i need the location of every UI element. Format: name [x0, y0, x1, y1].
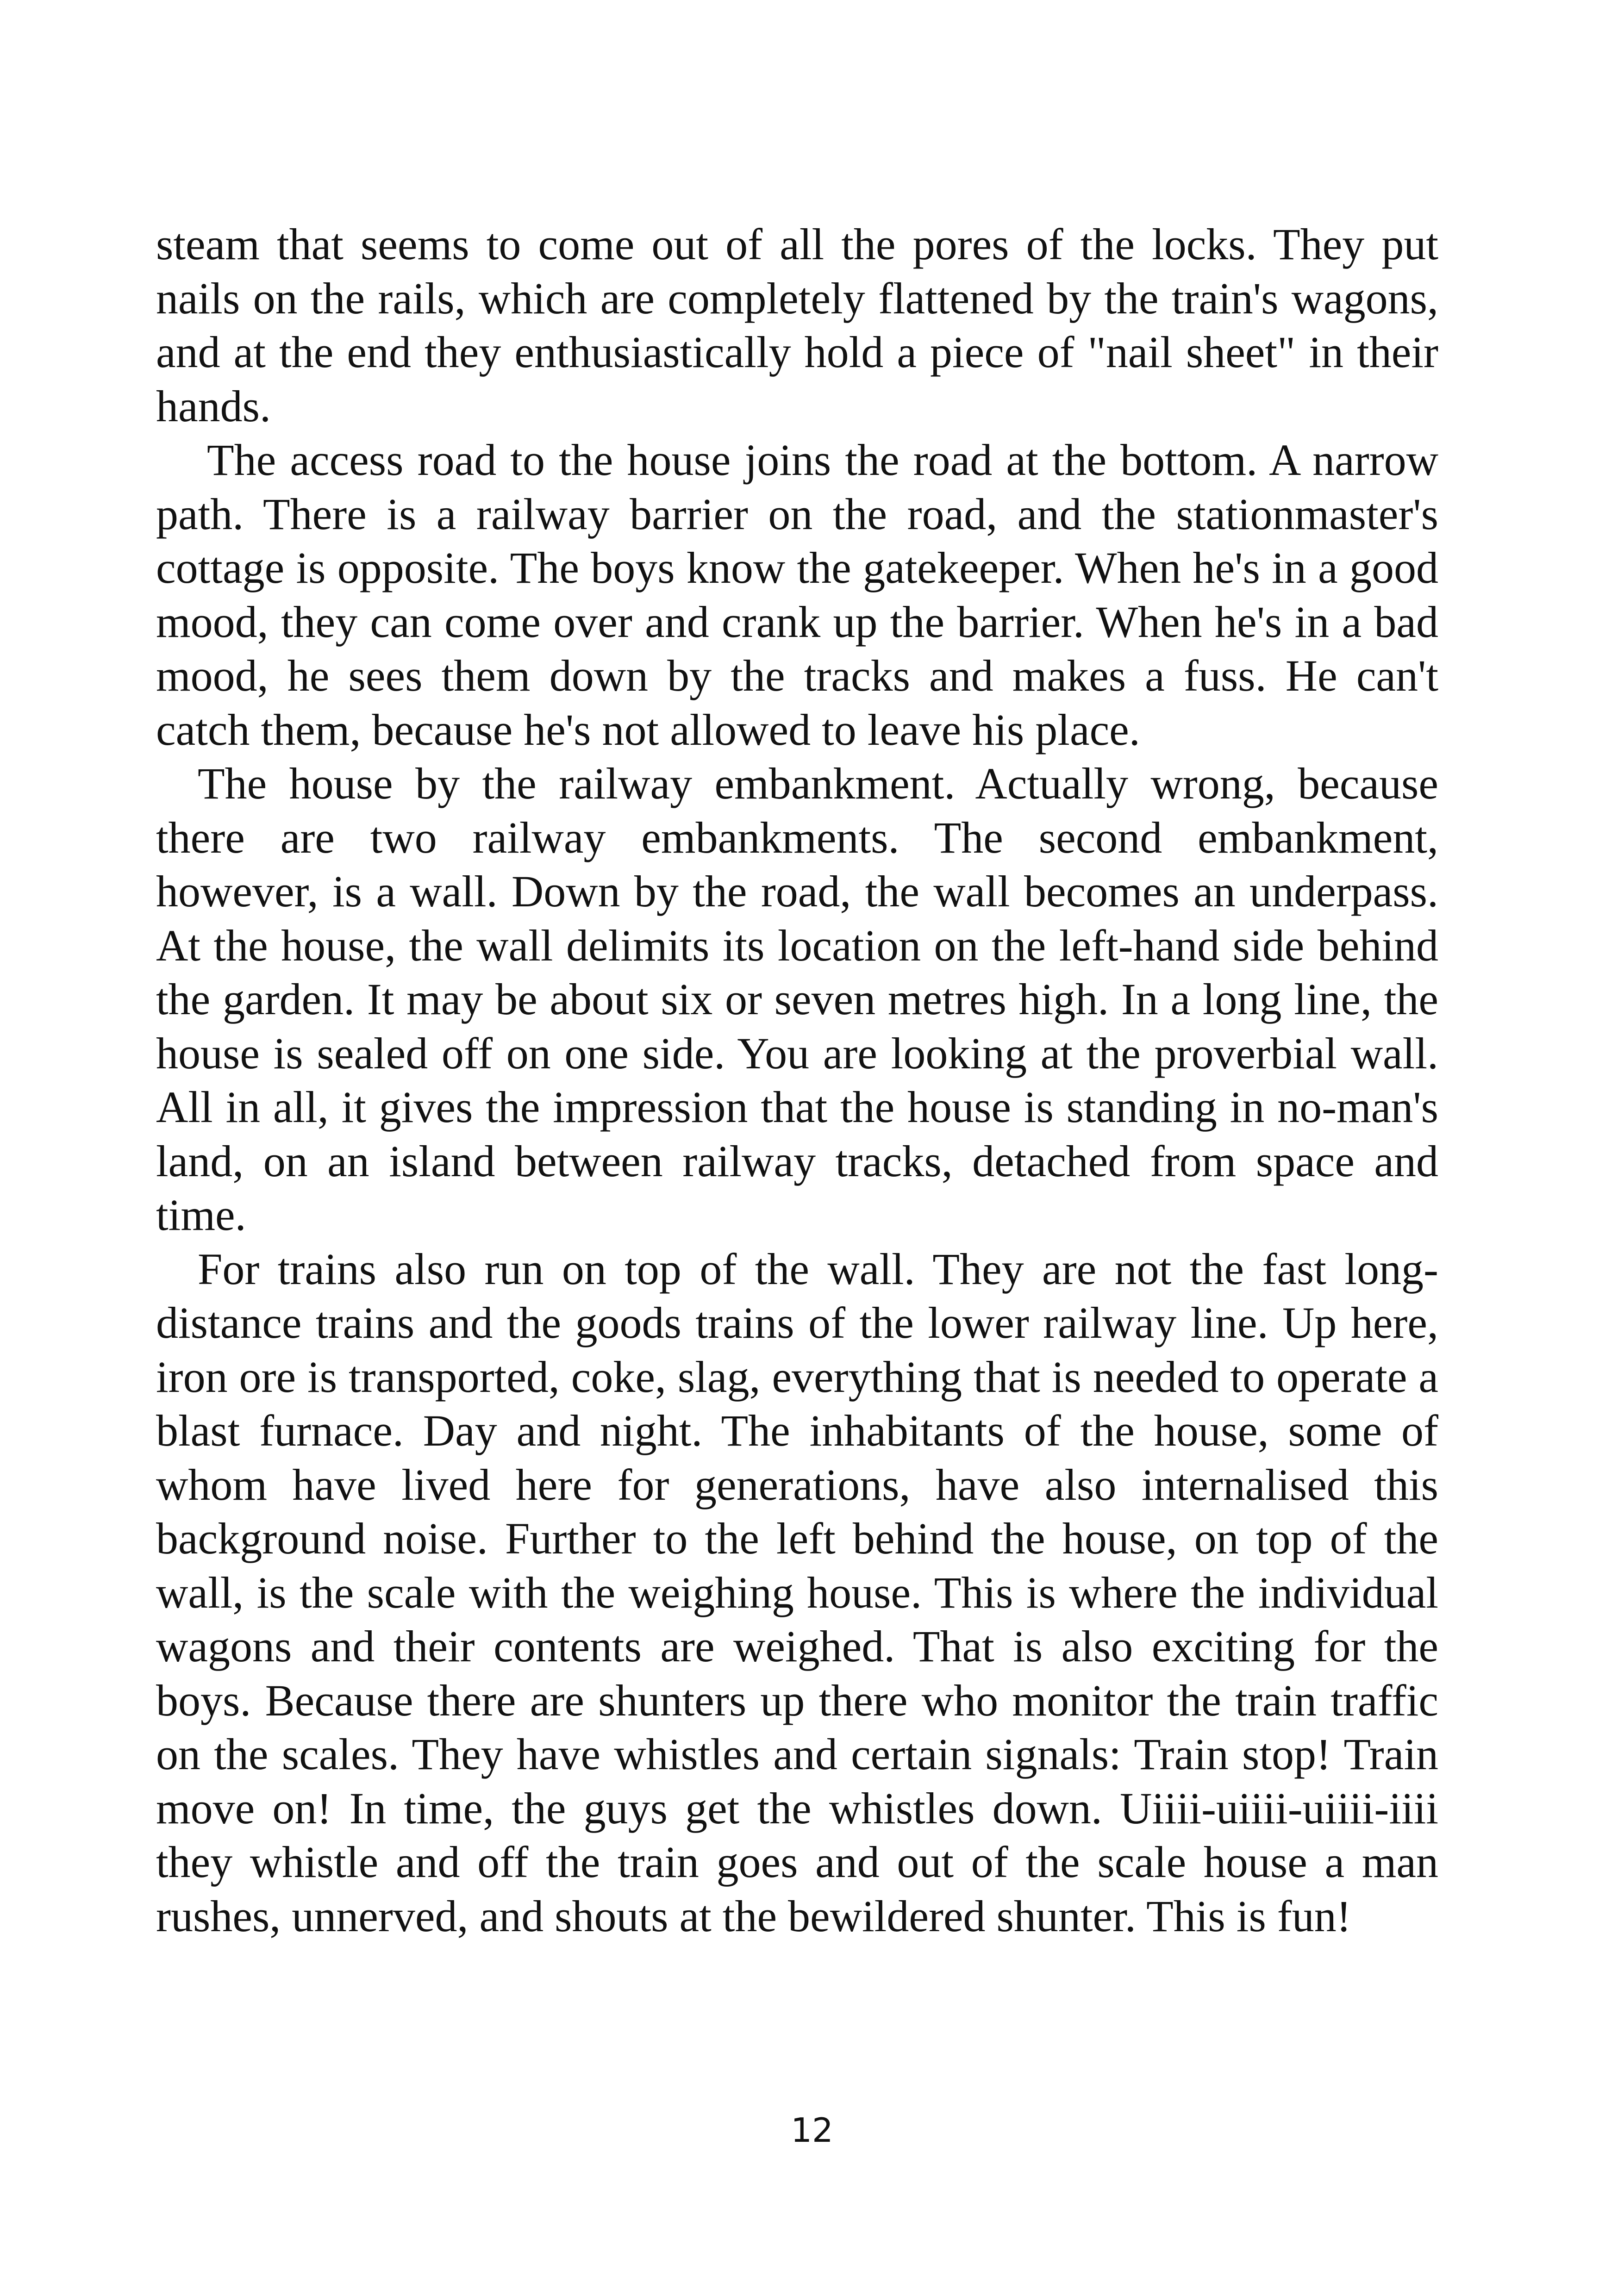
- paragraph-3: The house by the railway embankment. Actually wrong, because there are two railway embankments. The second embankment, however, is a wall. Down by the road, the wall becomes an underpass. At the house, the wall delimits its location on the left-hand side behind the garden. It may be about six or seven metres high. In a long line, the house is sealed off on one side. You are looking at the proverbial wall. All in all, it gives the impression that the house is standing in no-man's land, on an island between railway tracks, detached from space and time.: [156, 759, 1438, 1240]
- body-text: [156, 218, 1438, 1943]
- paragraph-4: For trains also run on top of the wall. They are not the fast long-distance trains and the goods trains of the lower railway line. Up here, iron ore is transported, coke, slag, everything that is needed to operate a blast furnace. Day and night. The inhabitants of the house, some of whom have lived here for generations, have also internalised this background noise. Further to the left behind the house, on top of the wall, is the scale with the weighing house. This is where the individual wagons and their contents are weighed. That is also exciting for the boys. Because there are shunters up there who monitor the train traffic on the scales. They have whistles and certain signals: Train stop! Train move on! In time, the guys get the whistles down. Uiiii-uiiii-uiiii-iiii they whistle and off the train goes and out of the scale house a man rushes, unnerved, and shouts at the bewildered shunter. This is fun!: [156, 1244, 1438, 1941]
- page-number: 12: [791, 2111, 833, 2150]
- paragraph-1: steam that seems to come out of all the pores of the locks. They put nails on the rails, which are completely flattened by the train's wagons, and at the end they enthusiastically hold a piece of "nail sheet" in their hands.: [156, 219, 1438, 431]
- paragraph-2: The access road to the house joins the road at the bottom. A narrow path. There is a railway barrier on the road, and the stationmaster's cottage is opposite. The boys know the gatekeeper. When he's in a good mood, they can come over and crank up the barrier. When he's in a bad mood, he sees them down by the tracks and makes a fuss. He can't catch them, because he's not allowed to leave his place.: [156, 435, 1438, 755]
